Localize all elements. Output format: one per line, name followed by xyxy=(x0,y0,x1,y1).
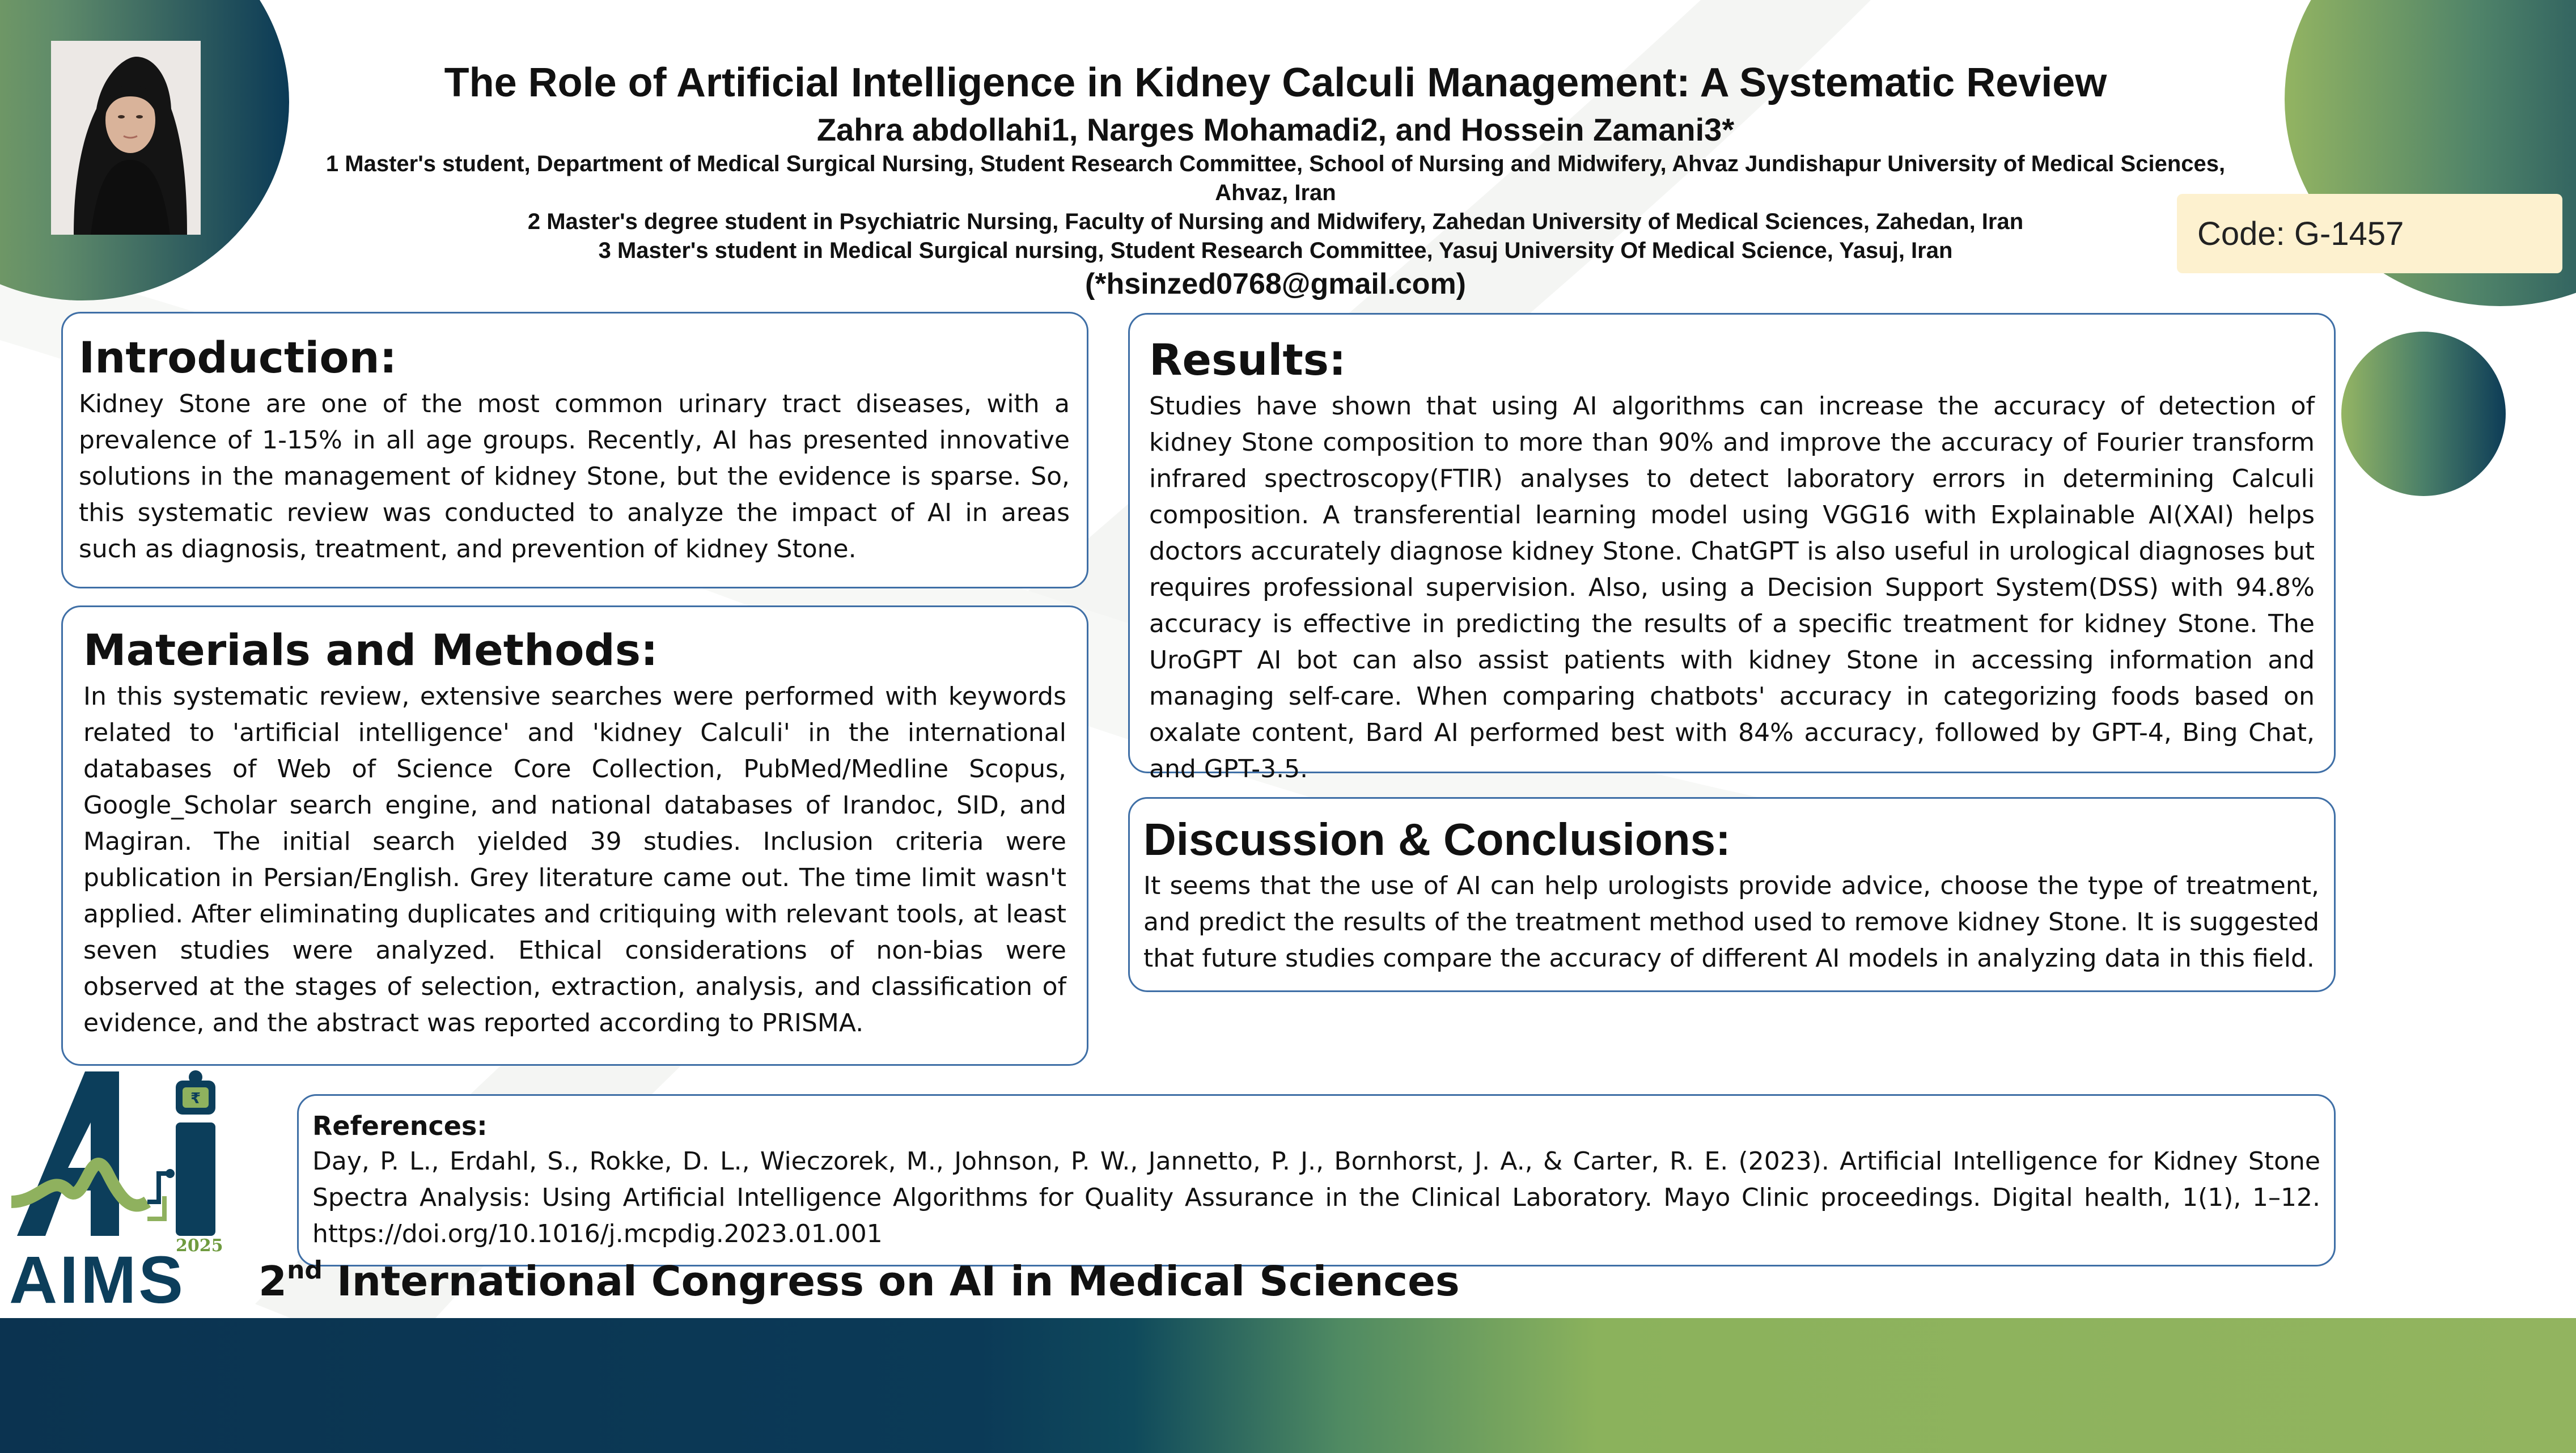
congress-name: International Congress on AI in Medical Sciences xyxy=(322,1257,1460,1305)
results-body: Studies have shown that using AI algorithms can increase the accuracy of detection of kidney Stone composition to more than 90% and improve the accuracy of Fourier transform infrared spectroscopy(FTIR) analyses to detect laboratory errors in determining Calculi composition. A transferential learning model using VGG16 with Explainable AI(XAI) helps doctors accurately diagnose kidney Stone. ChatGPT is also useful in urological diagnoses but requires professional supervision. Also, using a Decision Support System(DSS) with 94.8% accuracy is effective in predicting the results of a specific treatment for kidney Stone. The UroGPT AI bot can also assist patients with kidney Stone in accessing information and managing self-care. When comparing chatbots' accuracy in categorizing foods based on oxalate content, Bard AI performed best with 84% accuracy, followed by GPT-4, Bing Chat, and GPT-3.5. xyxy=(1149,392,2315,783)
discussion-heading: Discussion & Conclusions: xyxy=(1143,814,1731,865)
poster-code: Code: G-1457 xyxy=(2177,194,2562,273)
bottom-band xyxy=(0,1318,2576,1453)
logo-wordmark: AIMS xyxy=(9,1243,185,1318)
methods-section xyxy=(61,605,1088,1066)
results-section xyxy=(1128,313,2336,783)
introduction-body: Kidney Stone are one of the most common urinary tract diseases, with a prevalence of 1-15% in all age groups. Recently, AI has presented innovative solutions in the management of kidney Stone, but the evidence is sparse. So, this systematic review was conducted to analyze the impact of AI in areas such as diagnosis, treatment, and prevention of kidney Stone. xyxy=(79,389,1070,564)
methods-heading: Materials and Methods: xyxy=(83,625,658,675)
affiliation-1: 1 Master's student, Department of Medical Surgical Nursing, Student Research Committee, School of Nursing and Midwifery, Ahvaz Jundishapur University of Medical Sciences, Ahvaz, Iran xyxy=(325,151,2226,205)
introduction-heading: Introduction: xyxy=(79,332,397,383)
svg-text:₹: ₹ xyxy=(190,1090,201,1107)
congress-title xyxy=(259,1253,1460,1310)
affiliation-3: 3 Master's student in Medical Surgical nursing, Student Research Committee, Yasuj University Of Medical Science, Yasuj, Iran xyxy=(598,238,1953,263)
references-body: Day, P. L., Erdahl, S., Rokke, D. L., Wieczorek, M., Johnson, P. W., Jannetto, P. J., Bornhorst, J. A., & Carter, R. E. (2023). Artificial Intelligence for Kidney Stone Spectra Analysis: Using Artificial Intelligence Algorithms for Quality Assurance in the Clinical Laboratory. Mayo Clinic proceedings. Digital health, 1(1), 1–12. https://doi.org/10.1016/j.mcpdig.2023.01.001 xyxy=(312,1147,2320,1248)
poster-header xyxy=(306,56,2245,303)
discussion-section xyxy=(1128,797,2336,992)
references-section xyxy=(297,1094,2336,1266)
references-heading: References: xyxy=(312,1111,488,1141)
methods-body: In this systematic review, extensive searches were performed with keywords related to 'artificial intelligence' and 'kidney Calculi' in the international databases of Web of Science Core Collection, PubMed/Medline Scopus, Google_Scholar search engine, and national databases of Irandoc, SID, and Magiran. The initial search yielded 39 studies. Inclusion criteria were publication in Persian/English. Grey literature came out. The time limit wasn't applied. After eliminating duplicates and critiquing with relevant tools, at least seven studies were analyzed. Ethical considerations of non-bias were observed at the stages of selection, extraction, analysis, and classification of evidence, and the abstract was reported according to PRISMA. xyxy=(83,682,1066,1037)
results-heading: Results: xyxy=(1149,334,1346,385)
affiliation-2: 2 Master's degree student in Psychiatric Nursing, Faculty of Nursing and Midwifery, Zahedan University of Medical Sciences, Zahedan, Iran xyxy=(527,209,2024,234)
author-portrait-icon xyxy=(51,41,201,235)
author-photo xyxy=(51,41,201,235)
congress-ordinal: 2 xyxy=(259,1257,287,1305)
discussion-body: It seems that the use of AI can help urologists provide advice, choose the type of treatment, and predict the results of the treatment method used to remove kidney Stone. It is suggested that future studies compare the accuracy of different AI models in analyzing data in this field. xyxy=(1143,871,2319,973)
corresponding-email: (*hsinzed0768@gmail.com) xyxy=(1084,268,1466,300)
author-list: Zahra abdollahi1, Narges Mohamadi2, and Hossein Zamani3* xyxy=(816,112,1735,147)
logo-year: 2025 xyxy=(176,1236,223,1256)
congress-ordinal-suffix: nd xyxy=(287,1256,323,1285)
introduction-section xyxy=(61,312,1088,588)
decorative-circle-right xyxy=(2341,332,2506,496)
poster-title: The Role of Artificial Intelligence in Kidney Calculi Management: A Systematic Review xyxy=(444,60,2107,105)
